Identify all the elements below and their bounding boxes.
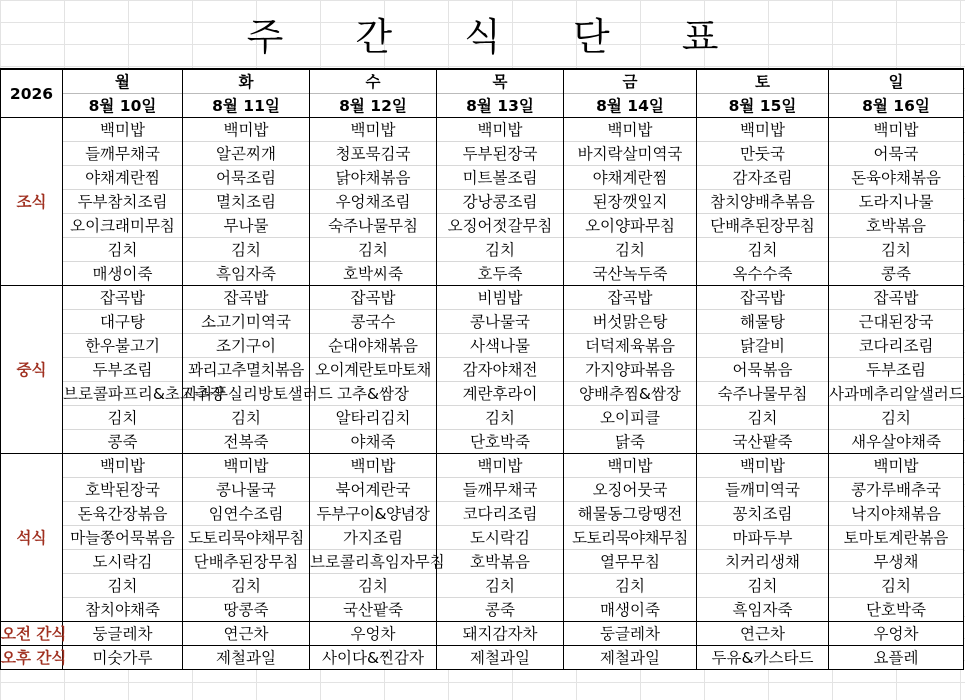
menu-item: 잡곡밥	[697, 286, 829, 310]
menu-item: 콩국수	[310, 310, 437, 334]
menu-item: 김치	[437, 238, 564, 262]
menu-item: 감자야채전	[437, 358, 564, 382]
menu-item: 어묵조림	[183, 166, 310, 190]
menu-item: 두부구이&양념장	[310, 502, 437, 526]
menu-row	[1, 286, 964, 310]
menu-row	[1, 334, 964, 358]
menu-item: 미트볼조림	[437, 166, 564, 190]
menu-item: 백미밥	[564, 454, 697, 478]
menu-item: 국산녹두죽	[564, 262, 697, 286]
snack-label: 오전 간식	[1, 622, 63, 646]
menu-item: 호박씨죽	[310, 262, 437, 286]
menu-item: 김치	[63, 238, 183, 262]
snack-item: 제철과일	[183, 646, 310, 670]
menu-item: 열무무침	[564, 550, 697, 574]
menu-item: 두부조림	[829, 358, 964, 382]
menu-row	[1, 526, 964, 550]
menu-item: 사색나물	[437, 334, 564, 358]
menu-item: 우엉채조림	[310, 190, 437, 214]
menu-row	[1, 166, 964, 190]
menu-item: 콩죽	[437, 598, 564, 622]
meal-label: 석식	[1, 454, 63, 622]
date-header: 8월 15일	[697, 94, 829, 118]
menu-row	[1, 142, 964, 166]
menu-item: 야채계란찜	[63, 166, 183, 190]
date-header: 8월 13일	[437, 94, 564, 118]
menu-item: 호박볶음	[829, 214, 964, 238]
day-header: 목	[437, 69, 564, 94]
menu-item: 오이계란토마토채	[310, 358, 437, 382]
menu-item: 오징어젓갈무침	[437, 214, 564, 238]
menu-item: 오징어뭇국	[564, 478, 697, 502]
menu-item: 잡곡밥	[310, 286, 437, 310]
menu-item: 순대야채볶음	[310, 334, 437, 358]
menu-item: 바지락살미역국	[564, 142, 697, 166]
menu-item: 김치	[829, 574, 964, 598]
menu-item: 김치	[697, 574, 829, 598]
menu-item: 해물탕	[697, 310, 829, 334]
menu-item: 백미밥	[63, 454, 183, 478]
menu-item: 고추&쌈장	[310, 382, 437, 406]
snack-item: 연근차	[183, 622, 310, 646]
menu-item: 들깨무채국	[63, 142, 183, 166]
day-header: 수	[310, 69, 437, 94]
menu-item: 돈육야채볶음	[829, 166, 964, 190]
menu-item: 조기구이	[183, 334, 310, 358]
snack-item: 요플레	[829, 646, 964, 670]
menu-item: 잡곡밥	[63, 286, 183, 310]
snack-item: 미숫가루	[63, 646, 183, 670]
menu-item: 김치	[829, 238, 964, 262]
menu-item: 감자조림	[697, 166, 829, 190]
menu-row	[1, 502, 964, 526]
date-header: 8월 11일	[183, 94, 310, 118]
date-header: 8월 14일	[564, 94, 697, 118]
menu-item: 김치	[183, 574, 310, 598]
menu-row	[1, 382, 964, 406]
menu-item: 단배추된장무침	[697, 214, 829, 238]
menu-item: 김치	[437, 574, 564, 598]
menu-row	[1, 406, 964, 430]
menu-item: 강낭콩조림	[437, 190, 564, 214]
menu-row	[1, 430, 964, 454]
date-header: 8월 16일	[829, 94, 964, 118]
menu-item: 김치	[183, 406, 310, 430]
menu-row	[1, 118, 964, 142]
menu-item: 마늘쫑어묵볶음	[63, 526, 183, 550]
menu-item: 숙주나물무침	[310, 214, 437, 238]
menu-item: 백미밥	[183, 454, 310, 478]
snack-item: 사이다&찐감자	[310, 646, 437, 670]
snack-item: 돼지감자차	[437, 622, 564, 646]
menu-item: 호두죽	[437, 262, 564, 286]
menu-item: 김치	[183, 238, 310, 262]
menu-item: 백미밥	[63, 118, 183, 142]
menu-item: 호박볶음	[437, 550, 564, 574]
menu-item: 김치	[310, 574, 437, 598]
menu-item: 양배추찜&쌈장	[564, 382, 697, 406]
page-title: 주 간 식 단 표	[246, 15, 749, 59]
menu-item: 된장깻잎지	[564, 190, 697, 214]
menu-item: 국산팥죽	[310, 598, 437, 622]
menu-item: 어묵국	[829, 142, 964, 166]
menu-item: 두부참치조림	[63, 190, 183, 214]
menu-item: 단호박죽	[437, 430, 564, 454]
snack-item: 제철과일	[564, 646, 697, 670]
menu-item: 마파두부	[697, 526, 829, 550]
day-header: 월	[63, 69, 183, 94]
menu-item: 오이양파무침	[564, 214, 697, 238]
snack-item: 제철과일	[437, 646, 564, 670]
menu-item: 참치양배추볶음	[697, 190, 829, 214]
menu-item: 소고기미역국	[183, 310, 310, 334]
day-header-row	[1, 69, 964, 94]
menu-item: 닭죽	[564, 430, 697, 454]
menu-item: 김치	[697, 406, 829, 430]
menu-item: 김치	[63, 574, 183, 598]
menu-item: 잡곡밥	[564, 286, 697, 310]
menu-item: 김치	[564, 238, 697, 262]
menu-item: 단배추된장무침	[183, 550, 310, 574]
menu-item: 닭갈비	[697, 334, 829, 358]
menu-item: 두부조림	[63, 358, 183, 382]
menu-item: 새우살야채죽	[829, 430, 964, 454]
menu-item: 도시락김	[63, 550, 183, 574]
menu-item: 매생이죽	[564, 598, 697, 622]
menu-item: 백미밥	[697, 454, 829, 478]
snack-item: 연근차	[697, 622, 829, 646]
meal-label: 중식	[1, 286, 63, 454]
menu-item: 콩가루배추국	[829, 478, 964, 502]
menu-item: 가지조림	[310, 526, 437, 550]
menu-row	[1, 598, 964, 622]
menu-row	[1, 262, 964, 286]
menu-item: 낙지야채볶음	[829, 502, 964, 526]
menu-item: 북어계란국	[310, 478, 437, 502]
menu-row	[1, 238, 964, 262]
menu-item: 두부된장국	[437, 142, 564, 166]
menu-row	[1, 310, 964, 334]
menu-item: 백미밥	[310, 454, 437, 478]
menu-item: 김치	[829, 406, 964, 430]
menu-item: 어묵볶음	[697, 358, 829, 382]
menu-item: 김치	[310, 238, 437, 262]
menu-item: 잡곡밥	[829, 286, 964, 310]
meal-label: 조식	[1, 118, 63, 286]
menu-item: 한우불고기	[63, 334, 183, 358]
snack-item: 우엉차	[829, 622, 964, 646]
menu-item: 도토리묵야채무침	[564, 526, 697, 550]
menu-item: 흑임자죽	[183, 262, 310, 286]
menu-item: 김치	[63, 406, 183, 430]
menu-item: 야채계란찜	[564, 166, 697, 190]
menu-item: 김치	[437, 406, 564, 430]
menu-item: 매생이죽	[63, 262, 183, 286]
menu-item: 꽈리고추멸치볶음	[183, 358, 310, 382]
menu-item: 무생채	[829, 550, 964, 574]
menu-item: 오이피클	[564, 406, 697, 430]
menu-item: 토마토계란볶음	[829, 526, 964, 550]
day-header: 화	[183, 69, 310, 94]
menu-item: 브로콜리흑임자무침	[310, 550, 437, 574]
menu-item: 무나물	[183, 214, 310, 238]
year-label: 2026	[1, 69, 63, 118]
menu-item: 계란후라이	[437, 382, 564, 406]
menu-item: 코다리조림	[437, 502, 564, 526]
menu-item: 치커리생채	[697, 550, 829, 574]
menu-item: 멸치조림	[183, 190, 310, 214]
menu-row	[1, 550, 964, 574]
snack-item: 우엉차	[310, 622, 437, 646]
snack-item: 둥글레차	[63, 622, 183, 646]
menu-item: 알곤찌개	[183, 142, 310, 166]
snack-item: 두유&카스타드	[697, 646, 829, 670]
menu-item: 백미밥	[437, 118, 564, 142]
menu-item: 브로콜파프리&초고추장	[63, 382, 183, 406]
date-header-row	[1, 94, 964, 118]
menu-item: 백미밥	[829, 454, 964, 478]
menu-item: 들깨미역국	[697, 478, 829, 502]
menu-item: 대구탕	[63, 310, 183, 334]
menu-row	[1, 574, 964, 598]
menu-item: 참치야채죽	[63, 598, 183, 622]
menu-item: 도시락김	[437, 526, 564, 550]
menu-item: 콩죽	[63, 430, 183, 454]
menu-row	[1, 454, 964, 478]
menu-item: 김치	[564, 574, 697, 598]
menu-item: 사과푸실리방토샐러드	[183, 382, 310, 406]
menu-item: 더덕제육볶음	[564, 334, 697, 358]
menu-item: 닭야채볶음	[310, 166, 437, 190]
menu-item: 임연수조림	[183, 502, 310, 526]
menu-item: 버섯맑은탕	[564, 310, 697, 334]
menu-item: 비빔밥	[437, 286, 564, 310]
snack-item: 둥글레차	[564, 622, 697, 646]
snack-row	[1, 622, 964, 646]
day-header: 토	[697, 69, 829, 94]
menu-item: 해물동그랑땡전	[564, 502, 697, 526]
menu-row	[1, 358, 964, 382]
day-header: 금	[564, 69, 697, 94]
menu-item: 흑임자죽	[697, 598, 829, 622]
menu-item: 국산팥죽	[697, 430, 829, 454]
menu-item: 들깨무채국	[437, 478, 564, 502]
menu-item: 청포묵김국	[310, 142, 437, 166]
menu-item: 코다리조림	[829, 334, 964, 358]
menu-item: 알타리김치	[310, 406, 437, 430]
menu-item: 백미밥	[183, 118, 310, 142]
day-header: 일	[829, 69, 964, 94]
menu-row	[1, 478, 964, 502]
menu-item: 백미밥	[564, 118, 697, 142]
menu-item: 호박된장국	[63, 478, 183, 502]
menu-item: 돈육간장볶음	[63, 502, 183, 526]
menu-item: 가지양파볶음	[564, 358, 697, 382]
menu-item: 콩나물국	[437, 310, 564, 334]
menu-item: 야채죽	[310, 430, 437, 454]
menu-row	[1, 190, 964, 214]
menu-item: 전복죽	[183, 430, 310, 454]
menu-item: 백미밥	[437, 454, 564, 478]
menu-item: 백미밥	[697, 118, 829, 142]
menu-item: 숙주나물무침	[697, 382, 829, 406]
menu-item: 백미밥	[310, 118, 437, 142]
date-header: 8월 10일	[63, 94, 183, 118]
menu-item: 근대된장국	[829, 310, 964, 334]
menu-item: 콩나물국	[183, 478, 310, 502]
snack-label: 오후 간식	[1, 646, 63, 670]
menu-item: 단호박죽	[829, 598, 964, 622]
weekly-menu-table	[0, 68, 964, 670]
menu-item: 사과메추리알샐러드	[829, 382, 964, 406]
menu-item: 땅콩죽	[183, 598, 310, 622]
menu-item: 도토리묵야채무침	[183, 526, 310, 550]
menu-item: 콩죽	[829, 262, 964, 286]
menu-item: 만둣국	[697, 142, 829, 166]
menu-item: 백미밥	[829, 118, 964, 142]
menu-item: 꽁치조림	[697, 502, 829, 526]
menu-item: 오이크래미무침	[63, 214, 183, 238]
menu-row	[1, 214, 964, 238]
date-header: 8월 12일	[310, 94, 437, 118]
snack-row	[1, 646, 964, 670]
menu-item: 김치	[697, 238, 829, 262]
menu-item: 옥수수죽	[697, 262, 829, 286]
menu-item: 도라지나물	[829, 190, 964, 214]
menu-item: 잡곡밥	[183, 286, 310, 310]
